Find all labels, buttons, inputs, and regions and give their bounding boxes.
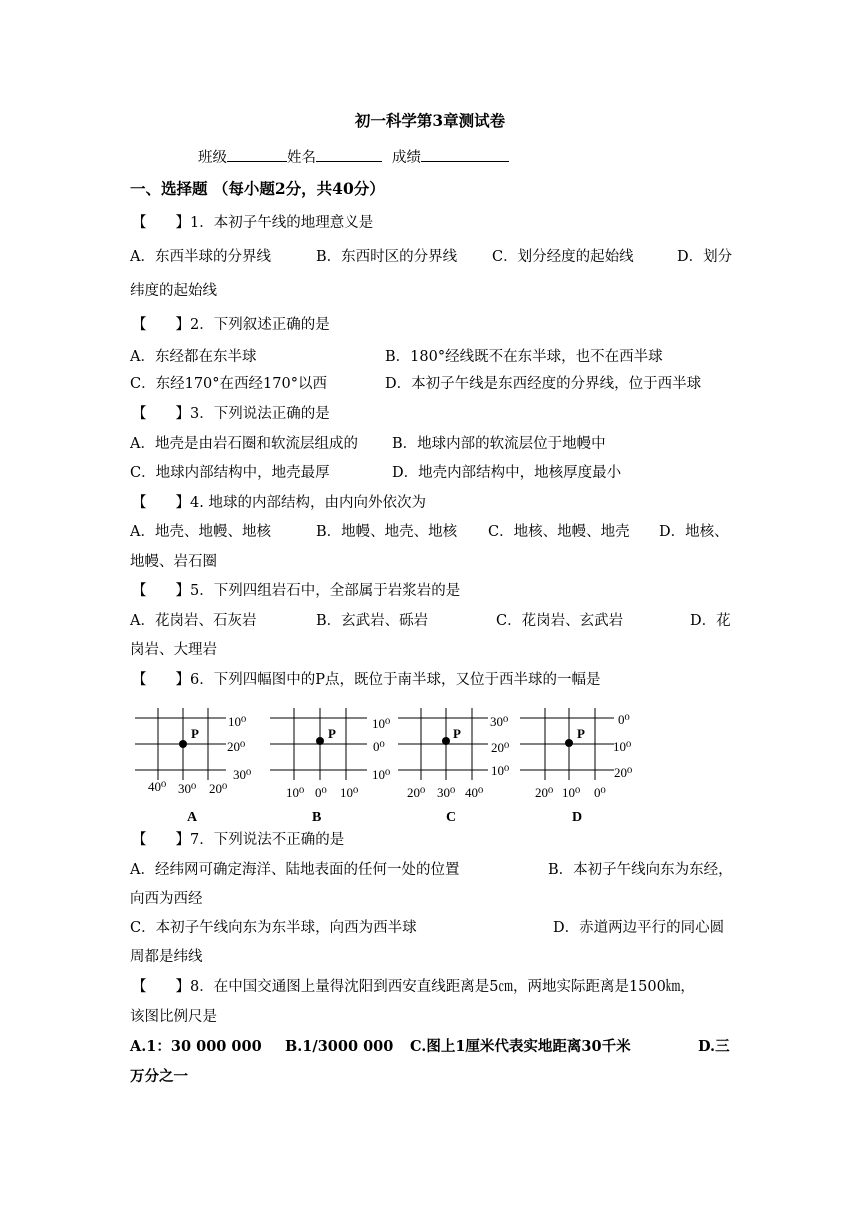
q1-option-c: C．划分经度的起始线: [492, 249, 634, 265]
q2-option-d: D．本初子午线是东西经度的分界线，位于西半球: [385, 376, 702, 392]
q7-option-b: B．本初子午线向东为东经，: [548, 862, 733, 878]
name-field[interactable]: [316, 146, 382, 162]
point-p-label: P: [328, 726, 336, 741]
lat-label: 10⁰: [372, 716, 391, 731]
lon-label: 40⁰: [465, 785, 484, 800]
lat-label: 0⁰: [618, 712, 630, 727]
q5-option-c: C．花岗岩、玄武岩: [496, 613, 624, 629]
lon-label: 20⁰: [407, 785, 426, 800]
q4-option-b: B．地幔、地壳、地核: [316, 524, 458, 540]
class-label: 班级: [198, 150, 227, 166]
section-heading: 一、选择题 （每小题2分，共40分）: [130, 179, 385, 198]
q8-option-d-cont: 万分之一: [130, 1068, 188, 1085]
question-stem: 5．下列四组岩石中，全部属于岩浆岩的是: [190, 583, 461, 599]
graticule-maps: [0, 700, 860, 830]
lon-label: 0⁰: [315, 785, 327, 800]
answer-bracket[interactable]: 【 】: [132, 406, 190, 422]
point-p-label: P: [191, 726, 199, 741]
q4-option-a: A．地壳、地幔、地核: [130, 524, 271, 540]
lat-label: 10⁰: [228, 714, 247, 729]
question-stem: 2．下列叙述正确的是: [190, 317, 330, 333]
lon-label: 30⁰: [178, 781, 197, 796]
q1-option-d-cont: 纬度的起始线: [130, 283, 217, 299]
q7-option-d: D．赤道两边平行的同心圆: [553, 920, 725, 936]
answer-bracket[interactable]: 【 】: [132, 495, 190, 511]
map-c[interactable]: [398, 708, 488, 780]
point-p-label: P: [453, 726, 461, 741]
score-label: 成绩: [392, 150, 421, 166]
question-6: [132, 671, 600, 689]
map-letter: D: [572, 810, 583, 825]
lon-label: 10⁰: [286, 785, 305, 800]
answer-bracket[interactable]: 【 】: [132, 832, 190, 848]
answer-bracket[interactable]: 【 】: [132, 583, 190, 599]
lat-label: 0⁰: [373, 739, 385, 754]
lat-label: 10⁰: [491, 763, 510, 778]
lat-label: 10⁰: [613, 739, 632, 754]
question-1: [132, 214, 373, 232]
lat-label: 20⁰: [491, 740, 510, 755]
q7-option-a: A．经纬网可确定海洋、陆地表面的任何一处的位置: [130, 862, 460, 878]
question-4: [132, 494, 426, 512]
question-2: [132, 316, 330, 334]
score-field[interactable]: [421, 146, 509, 162]
point-p-marker: [565, 739, 573, 747]
q8-stem-cont: 该图比例尺是: [130, 1009, 217, 1025]
page-title: 初一科学第3章测试卷: [354, 111, 506, 130]
question-3: [132, 405, 330, 423]
q3-option-b: B．地球内部的软流层位于地幔中: [392, 436, 606, 452]
question-5: [132, 582, 460, 600]
q4-option-d: D．地核、: [659, 524, 729, 540]
student-info-line: [198, 146, 509, 167]
question-stem: 3．下列说法正确的是: [190, 406, 330, 422]
q1-option-a: A．东西半球的分界线: [130, 249, 271, 265]
point-p-marker: [179, 740, 187, 748]
question-stem: 6．下列四幅图中的P点，既位于南半球，又位于西半球的一幅是: [190, 672, 601, 688]
q3-option-c: C．地球内部结构中，地壳最厚: [130, 465, 330, 481]
q2-option-b: B．180°经线既不在东半球，也不在西半球: [385, 349, 663, 365]
lat-label: 20⁰: [614, 765, 633, 780]
q1-option-b: B．东西时区的分界线: [316, 249, 458, 265]
lat-label: 10⁰: [372, 767, 391, 782]
q5-option-d: D．花: [690, 613, 731, 629]
lon-label: 0⁰: [594, 785, 606, 800]
answer-bracket[interactable]: 【 】: [132, 672, 190, 688]
lon-label: 20⁰: [535, 785, 554, 800]
q3-option-a: A．地壳是由岩石圈和软流层组成的: [130, 436, 358, 452]
question-stem: 8．在中国交通图上量得沈阳到西安直线距离是5㎝，两地实际距离是1500㎞，: [190, 979, 695, 995]
map-letter: A: [187, 810, 198, 825]
q7-option-c: C．本初子午线向东为东半球，向西为西半球: [130, 920, 417, 936]
q2-option-c: C．东经170°在西经170°以西: [130, 376, 327, 392]
question-8: [132, 978, 695, 996]
point-p-marker: [442, 737, 450, 745]
q4-option-c: C．地核、地幔、地壳: [488, 524, 630, 540]
q8-option-a: A.1：30 000 000: [130, 1038, 262, 1055]
q8-option-b: B.1/3000 000: [285, 1038, 394, 1055]
q7-option-b-cont: 向西为西经: [130, 891, 203, 907]
point-p-marker: [316, 737, 324, 745]
q5-option-d-cont: 岗岩、大理岩: [130, 642, 217, 658]
answer-bracket[interactable]: 【 】: [132, 979, 190, 995]
lon-label: 40⁰: [148, 779, 167, 794]
q5-option-b: B．玄武岩、砾岩: [316, 613, 429, 629]
q4-option-d-cont: 地幔、岩石圈: [130, 554, 217, 570]
map-letter: C: [446, 810, 457, 825]
question-7: [132, 831, 344, 849]
map-letter: B: [312, 810, 322, 825]
name-label: 姓名: [287, 150, 316, 166]
q2-option-a: A．东经都在东半球: [130, 349, 257, 365]
question-stem: 4. 地球的内部结构，由内向外依次为: [190, 495, 426, 511]
lat-label: 30⁰: [490, 714, 509, 729]
question-stem: 7．下列说法不正确的是: [190, 832, 345, 848]
answer-bracket[interactable]: 【 】: [132, 215, 190, 231]
q5-option-a: A．花岗岩、石灰岩: [130, 613, 257, 629]
q7-option-d-cont: 周都是纬线: [130, 949, 203, 965]
q3-option-d: D．地壳内部结构中，地核厚度最小: [392, 465, 622, 481]
q8-option-c: C.图上1厘米代表实地距离30千米: [410, 1038, 631, 1055]
lon-label: 30⁰: [437, 785, 456, 800]
point-p-label: P: [577, 726, 585, 741]
q8-option-d: D.三: [698, 1038, 730, 1055]
question-stem: 1．本初子午线的地理意义是: [190, 215, 374, 231]
lon-label: 20⁰: [209, 781, 228, 796]
lat-label: 20⁰: [227, 739, 246, 754]
lon-label: 10⁰: [340, 785, 359, 800]
lat-label: 30⁰: [233, 767, 252, 782]
q1-option-d: D．划分: [677, 249, 733, 265]
answer-bracket[interactable]: 【 】: [132, 317, 190, 333]
class-field[interactable]: [227, 146, 287, 162]
lon-label: 10⁰: [562, 785, 581, 800]
